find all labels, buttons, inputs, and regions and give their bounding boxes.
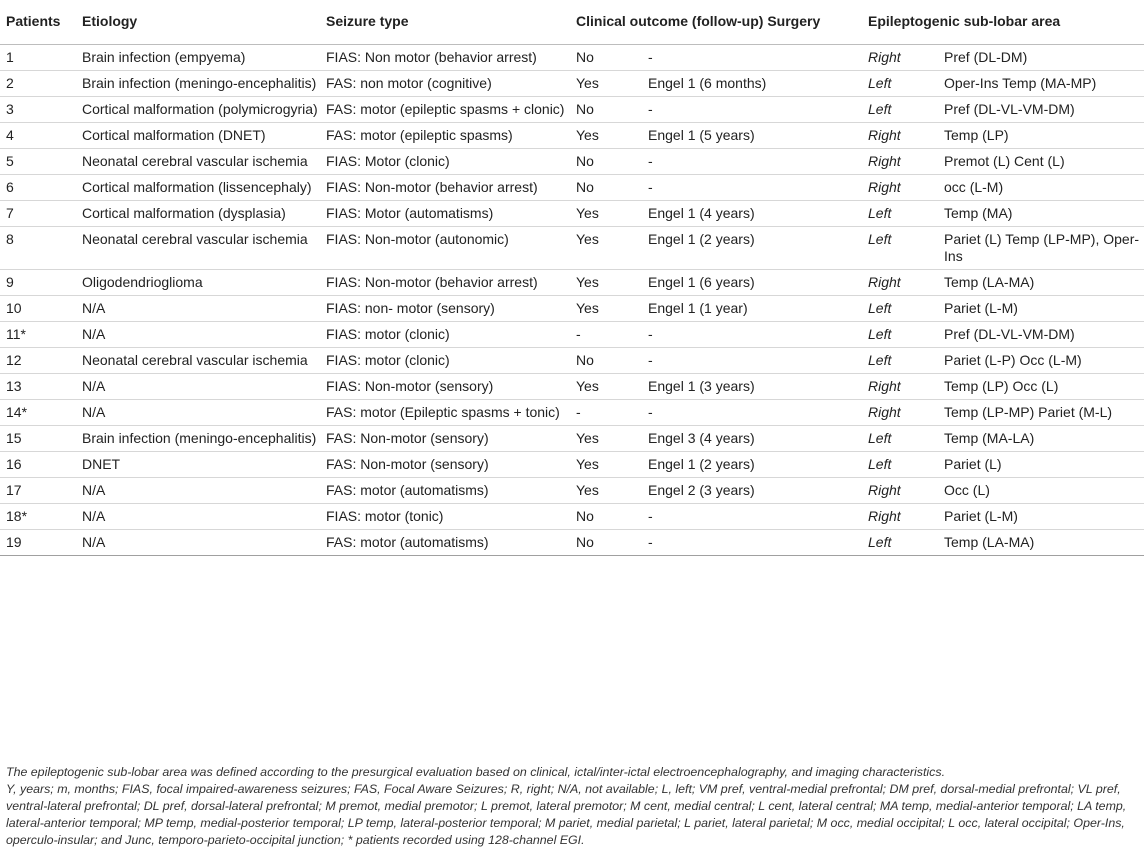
table-row (0, 148, 1144, 174)
etiology-cell: Neonatal cerebral vascular ischemia (76, 347, 320, 373)
seizure-type-cell: FIAS: Non-motor (behavior arrest) (320, 269, 570, 295)
etiology-cell: Cortical malformation (DNET) (76, 122, 320, 148)
side-cell: Left (862, 226, 938, 269)
etiology-cell: Oligodendrioglioma (76, 269, 320, 295)
patient-id-cell: 13 (0, 373, 76, 399)
patient-id-cell: 16 (0, 451, 76, 477)
area-cell: Pref (DL-DM) (938, 44, 1144, 70)
col-header-etiology: Etiology (76, 0, 320, 44)
table-row (0, 226, 1144, 269)
col-header-seizure-type: Seizure type (320, 0, 570, 44)
side-cell: Right (862, 503, 938, 529)
etiology-cell: Brain infection (meningo-encephalitis) (76, 425, 320, 451)
area-cell: Pariet (L-M) (938, 503, 1144, 529)
outcome-cell: - (642, 529, 862, 555)
etiology-cell: N/A (76, 503, 320, 529)
patient-id-cell: 8 (0, 226, 76, 269)
patient-id-cell: 5 (0, 148, 76, 174)
outcome-cell: - (642, 96, 862, 122)
outcome-cell: Engel 1 (6 months) (642, 70, 862, 96)
table-row (0, 174, 1144, 200)
side-cell: Left (862, 200, 938, 226)
area-cell: Pref (DL-VL-VM-DM) (938, 321, 1144, 347)
surgery-cell: No (570, 148, 642, 174)
col-header-epileptogenic-area: Epileptogenic sub-lobar area (862, 0, 1144, 44)
surgery-cell: Yes (570, 70, 642, 96)
outcome-cell: Engel 1 (1 year) (642, 295, 862, 321)
outcome-cell: - (642, 503, 862, 529)
outcome-cell: - (642, 347, 862, 373)
table-row (0, 503, 1144, 529)
etiology-cell: Brain infection (empyema) (76, 44, 320, 70)
table-row (0, 295, 1144, 321)
side-cell: Left (862, 70, 938, 96)
area-cell: Premot (L) Cent (L) (938, 148, 1144, 174)
table-footnote (6, 764, 1134, 849)
area-cell: Temp (LP-MP) Pariet (M-L) (938, 399, 1144, 425)
etiology-cell: N/A (76, 321, 320, 347)
outcome-cell: - (642, 399, 862, 425)
side-cell: Left (862, 425, 938, 451)
table-row (0, 122, 1144, 148)
outcome-cell: - (642, 174, 862, 200)
surgery-cell: Yes (570, 451, 642, 477)
table-row (0, 451, 1144, 477)
seizure-type-cell: FAS: motor (Epileptic spasms + tonic) (320, 399, 570, 425)
patient-id-cell: 2 (0, 70, 76, 96)
seizure-type-cell: FAS: motor (automatisms) (320, 477, 570, 503)
etiology-cell: Neonatal cerebral vascular ischemia (76, 148, 320, 174)
outcome-cell: Engel 1 (2 years) (642, 226, 862, 269)
seizure-type-cell: FIAS: Motor (automatisms) (320, 200, 570, 226)
outcome-cell: - (642, 321, 862, 347)
surgery-cell: No (570, 96, 642, 122)
side-cell: Right (862, 477, 938, 503)
surgery-cell: Yes (570, 269, 642, 295)
surgery-cell: Yes (570, 295, 642, 321)
patient-id-cell: 12 (0, 347, 76, 373)
side-cell: Right (862, 174, 938, 200)
side-cell: Left (862, 451, 938, 477)
seizure-type-cell: FIAS: Non-motor (behavior arrest) (320, 174, 570, 200)
surgery-cell: Yes (570, 122, 642, 148)
area-cell: Temp (LA-MA) (938, 269, 1144, 295)
side-cell: Right (862, 148, 938, 174)
seizure-type-cell: FAS: Non-motor (sensory) (320, 451, 570, 477)
seizure-type-cell: FIAS: non- motor (sensory) (320, 295, 570, 321)
area-cell: Pariet (L) Temp (LP-MP), Oper-Ins (938, 226, 1144, 269)
etiology-cell: Cortical malformation (polymicrogyria) (76, 96, 320, 122)
etiology-cell: Cortical malformation (dysplasia) (76, 200, 320, 226)
surgery-cell: No (570, 347, 642, 373)
etiology-cell: N/A (76, 399, 320, 425)
side-cell: Left (862, 321, 938, 347)
etiology-cell: N/A (76, 373, 320, 399)
table-row (0, 96, 1144, 122)
outcome-cell: Engel 1 (4 years) (642, 200, 862, 226)
table-row (0, 399, 1144, 425)
table-row (0, 269, 1144, 295)
outcome-cell: Engel 3 (4 years) (642, 425, 862, 451)
patient-id-cell: 19 (0, 529, 76, 555)
table-body (0, 44, 1144, 555)
seizure-type-cell: FAS: Non-motor (sensory) (320, 425, 570, 451)
etiology-cell: Brain infection (meningo-encephalitis) (76, 70, 320, 96)
side-cell: Right (862, 269, 938, 295)
area-cell: Pref (DL-VL-VM-DM) (938, 96, 1144, 122)
patient-id-cell: 9 (0, 269, 76, 295)
seizure-type-cell: FAS: motor (automatisms) (320, 529, 570, 555)
area-cell: occ (L-M) (938, 174, 1144, 200)
surgery-cell: Yes (570, 425, 642, 451)
side-cell: Right (862, 399, 938, 425)
footnote-abbreviations: Y, years; m, months; FIAS, focal impaired-awareness seizures; FAS, Focal Aware Seizures; R, right; N/A, not available; L, left; VM pref, ventral-medial prefrontal; DM pref, dorsal-medial prefrontal; VL pref, ventral-lateral prefrontal; DL pref, dorsal-lateral prefrontal; M premot, medial premotor; L premot, lateral premotor; M cent, medial central; L cent, lateral central; MA temp, medial-anterior temporal; LA temp, lateral-anterior temporal; MP temp, medial-posterior temporal; LP temp, lateral-posterior temporal; M pariet, medial parietal; L pariet, lateral parietal; M occ, medial occipital; L occ, lateral occipital; Oper-Ins, operculo-insular; and Junc, temporo-parieto-occipital junction; * patients recorded using 128-channel EGI. (6, 782, 1127, 847)
seizure-type-cell: FIAS: Non-motor (sensory) (320, 373, 570, 399)
area-cell: Pariet (L-P) Occ (L-M) (938, 347, 1144, 373)
seizure-type-cell: FIAS: motor (tonic) (320, 503, 570, 529)
surgery-cell: Yes (570, 373, 642, 399)
seizure-type-cell: FIAS: motor (clonic) (320, 321, 570, 347)
surgery-cell: Yes (570, 200, 642, 226)
outcome-cell: Engel 1 (3 years) (642, 373, 862, 399)
etiology-cell: Cortical malformation (lissencephaly) (76, 174, 320, 200)
seizure-type-cell: FIAS: Non motor (behavior arrest) (320, 44, 570, 70)
col-header-patients: Patients (0, 0, 76, 44)
col-header-clinical-outcome: Clinical outcome (follow-up) Surgery (570, 0, 862, 44)
outcome-cell: Engel 1 (2 years) (642, 451, 862, 477)
side-cell: Left (862, 529, 938, 555)
surgery-cell: No (570, 529, 642, 555)
outcome-cell: - (642, 148, 862, 174)
surgery-cell: Yes (570, 226, 642, 269)
patient-id-cell: 11* (0, 321, 76, 347)
outcome-cell: Engel 1 (6 years) (642, 269, 862, 295)
table-row (0, 347, 1144, 373)
surgery-cell: No (570, 503, 642, 529)
etiology-cell: N/A (76, 529, 320, 555)
etiology-cell: DNET (76, 451, 320, 477)
table-row (0, 425, 1144, 451)
patient-id-cell: 3 (0, 96, 76, 122)
table-row (0, 70, 1144, 96)
area-cell: Temp (LA-MA) (938, 529, 1144, 555)
patient-id-cell: 10 (0, 295, 76, 321)
outcome-cell: - (642, 44, 862, 70)
area-cell: Temp (LP) Occ (L) (938, 373, 1144, 399)
outcome-cell: Engel 1 (5 years) (642, 122, 862, 148)
table-row (0, 477, 1144, 503)
surgery-cell: No (570, 174, 642, 200)
seizure-type-cell: FAS: motor (epileptic spasms + clonic) (320, 96, 570, 122)
table-row (0, 373, 1144, 399)
area-cell: Temp (LP) (938, 122, 1144, 148)
side-cell: Left (862, 96, 938, 122)
surgery-cell: - (570, 321, 642, 347)
side-cell: Right (862, 373, 938, 399)
seizure-type-cell: FIAS: motor (clonic) (320, 347, 570, 373)
area-cell: Pariet (L-M) (938, 295, 1144, 321)
surgery-cell: - (570, 399, 642, 425)
footnote-definition: The epileptogenic sub-lobar area was defined according to the presurgical evaluation based on clinical, ictal/inter-ictal electroencephalography, and imaging characteristics. (6, 765, 946, 779)
table-row (0, 321, 1144, 347)
table-row (0, 44, 1144, 70)
side-cell: Right (862, 122, 938, 148)
patient-id-cell: 7 (0, 200, 76, 226)
seizure-type-cell: FIAS: Non-motor (autonomic) (320, 226, 570, 269)
side-cell: Left (862, 295, 938, 321)
etiology-cell: N/A (76, 477, 320, 503)
etiology-cell: Neonatal cerebral vascular ischemia (76, 226, 320, 269)
area-cell: Pariet (L) (938, 451, 1144, 477)
seizure-type-cell: FAS: non motor (cognitive) (320, 70, 570, 96)
side-cell: Left (862, 347, 938, 373)
outcome-cell: Engel 2 (3 years) (642, 477, 862, 503)
patient-id-cell: 15 (0, 425, 76, 451)
seizure-type-cell: FAS: motor (epileptic spasms) (320, 122, 570, 148)
seizure-type-cell: FIAS: Motor (clonic) (320, 148, 570, 174)
table-row (0, 529, 1144, 555)
header-row (0, 0, 1144, 44)
area-cell: Occ (L) (938, 477, 1144, 503)
patient-id-cell: 1 (0, 44, 76, 70)
patient-id-cell: 4 (0, 122, 76, 148)
patient-id-cell: 14* (0, 399, 76, 425)
side-cell: Right (862, 44, 938, 70)
area-cell: Oper-Ins Temp (MA-MP) (938, 70, 1144, 96)
table-row (0, 200, 1144, 226)
area-cell: Temp (MA-LA) (938, 425, 1144, 451)
surgery-cell: No (570, 44, 642, 70)
patient-id-cell: 6 (0, 174, 76, 200)
surgery-cell: Yes (570, 477, 642, 503)
patient-id-cell: 17 (0, 477, 76, 503)
area-cell: Temp (MA) (938, 200, 1144, 226)
etiology-cell: N/A (76, 295, 320, 321)
patient-id-cell: 18* (0, 503, 76, 529)
